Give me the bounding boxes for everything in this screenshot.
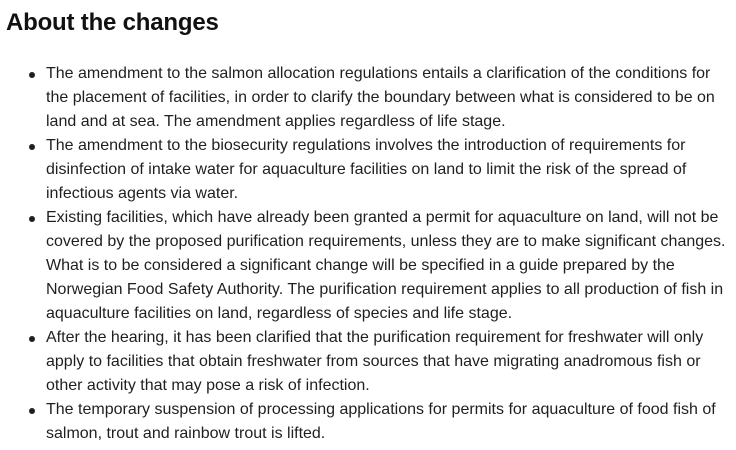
list-item [6,134,736,206]
changes-list [6,62,736,446]
list-item-text: After the hearing, it has been clarified that the purification requirement for freshwater will only apply to facilities that obtain freshwater from sources that have migrating anadromous fish or other activity that may pose a risk of infection. [46,329,704,394]
list-item [6,326,736,398]
list-item [6,62,736,134]
list-item [6,398,736,446]
list-item-text: The amendment to the biosecurity regulations involves the introduction of requirements for disinfection of intake water for aquaculture facilities on land to limit the risk of the spread of infectious agents via water. [46,137,687,202]
bullet-icon [29,336,35,342]
list-item-text: The temporary suspension of processing applications for permits for aquaculture of food fish of salmon, trout and rainbow trout is lifted. [46,401,716,442]
section-heading: About the changes [6,9,219,36]
list-item-text: Existing facilities, which have already been granted a permit for aquaculture on land, will not be covered by the proposed purification requirements, unless they are to make significant changes. What is to be considered a significant change will be specified in a guide prepared by the Norwegian Food Safety Authority. The purification requirement applies to all production of fish in aquaculture facilities on land, regardless of species and life stage. [46,209,726,322]
list-item-text: The amendment to the salmon allocation regulations entails a clarification of the conditions for the placement of facilities, in order to clarify the boundary between what is considered to be on land and at sea. The amendment applies regardless of life stage. [46,65,715,130]
bullet-icon [29,72,35,78]
list-item [6,206,736,326]
bullet-icon [29,216,35,222]
bullet-icon [29,408,35,414]
bullet-icon [29,144,35,150]
